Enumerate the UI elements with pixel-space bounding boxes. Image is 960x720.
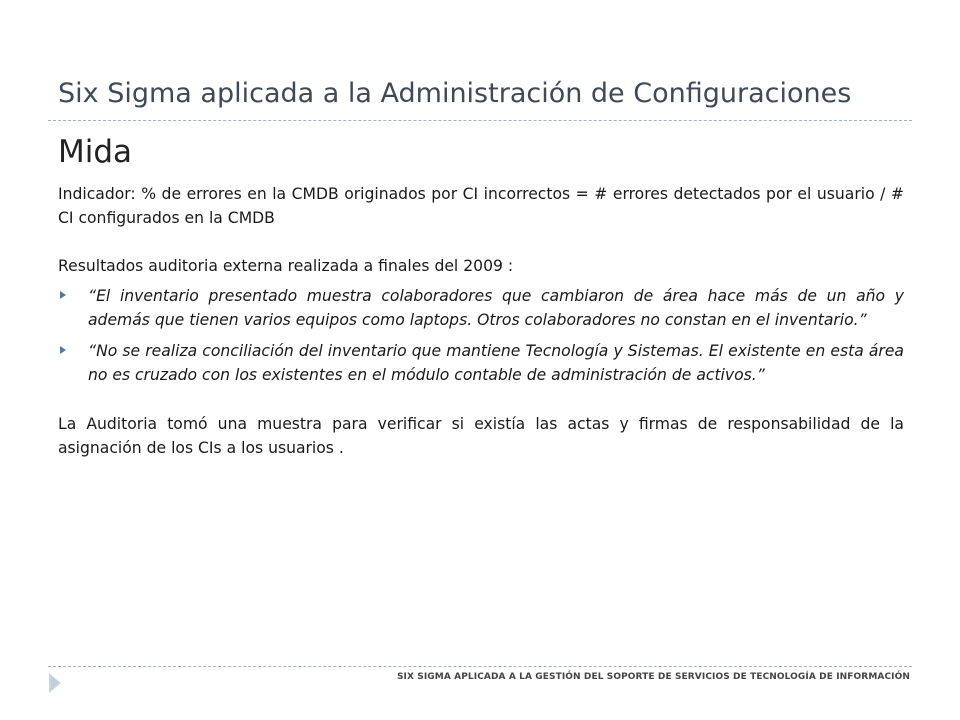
list-item xyxy=(58,339,904,387)
results-intro: Resultados auditoria externa realizada a finales del 2009 : xyxy=(58,257,514,275)
section-heading: Mida xyxy=(58,134,133,170)
footer-text: SIX SIGMA APLICADA A LA GESTIÓN DEL SOPORTE DE SERVICIOS DE TECNOLOGÍA DE INFORMACIÓN xyxy=(396,672,910,682)
list-item xyxy=(58,284,904,332)
slide-body xyxy=(58,182,904,460)
footer-divider xyxy=(48,666,912,667)
triangle-bullet-icon xyxy=(60,291,66,299)
indicator-text: Indicador: % de errores en la CMDB originados por CI incorrectos = # errores detectados por el usuario / # CI configurados en la CMDB xyxy=(58,185,904,227)
findings-list xyxy=(58,284,904,387)
triangle-bullet-icon xyxy=(60,346,66,354)
conclusion-text: La Auditoria tomó una muestra para verificar si existía las actas y firmas de responsabilidad de la asignación de los CIs a los usuarios . xyxy=(58,415,904,457)
finding-quote: “No se realiza conciliación del inventario que mantiene Tecnología y Sistemas. El existente en esta área no es cruzado con los existentes en el módulo contable de administración de activos.” xyxy=(88,342,904,384)
title-divider xyxy=(48,120,912,121)
finding-quote: “El inventario presentado muestra colaboradores que cambiaron de área hace más de un año y además que tienen varios equipos como laptops. Otros colaboradores no constan en el inventario.” xyxy=(88,287,904,329)
chevron-right-icon xyxy=(48,672,62,694)
slide-title: Six Sigma aplicada a la Administración de Configuraciones xyxy=(58,78,852,109)
